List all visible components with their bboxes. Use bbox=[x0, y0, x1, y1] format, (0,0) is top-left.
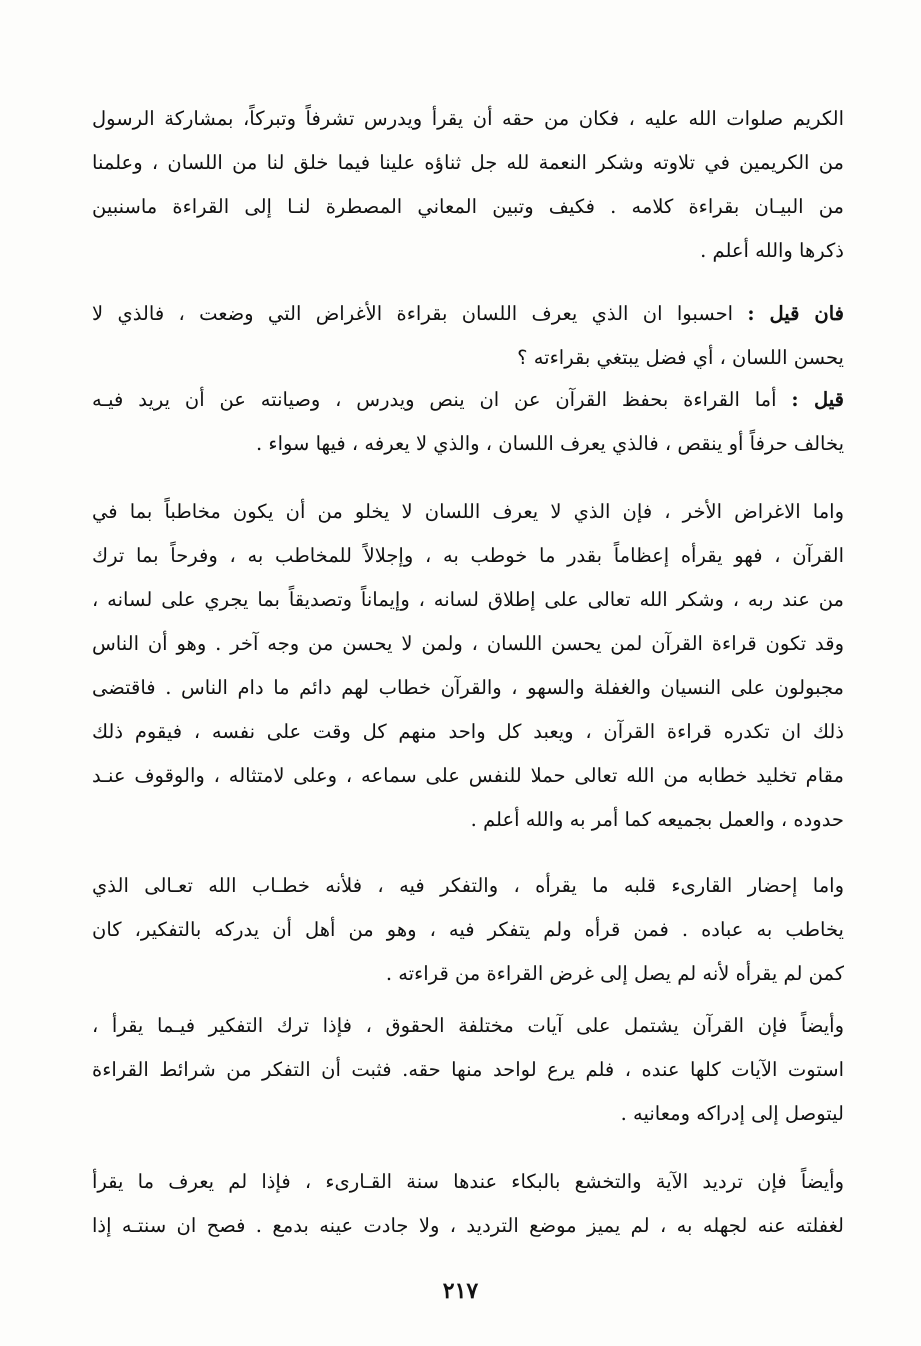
text-line: ذكرها والله أعلم . bbox=[700, 239, 844, 262]
text-line: واما إحضار القارىء قلبه ما يقرأه ، والتفكر فيه ، فلأنه خطـاب الله تعـالى الذي bbox=[92, 874, 844, 897]
text-line: حدوده ، والعمل بجميعه كما أمر به والله أعلم . bbox=[470, 808, 844, 831]
text-line: لغفلته عنه لجهله به ، لم يميز موضع الترديد ، ولا جادت عينه بدمع . فصح ان سنتـه إذا bbox=[92, 1214, 844, 1237]
text-line: القرآن ، فهو يقرأه إعظاماً بقدر ما خوطب به ، وإجلالاً للمخاطب به ، وفرحاً بما ترك bbox=[92, 544, 844, 567]
page-number: ٢١٧ bbox=[442, 1278, 479, 1304]
text-line: من البيـان بقراءة كلامه . فكيف وتبين المعاني المصطرة لنـا إلى القراءة ماسنبين bbox=[92, 195, 844, 218]
text-line: يخالف حرفاً أو ينقص ، فالذي يعرف اللسان ، والذي لا يعرفه ، فيها سواء . bbox=[256, 432, 844, 455]
text-line: الكريم صلوات الله عليه ، فكان من حقه أن يقرأ ويدرس تشرفاً وتبركاً، بمشاركة الرسول bbox=[92, 107, 844, 130]
text-line: استوت الآيات كلها عنده ، فلم يرع لواحد منها حقه. فثبت أن التفكر من شرائط القراءة bbox=[92, 1058, 844, 1081]
paragraph bbox=[92, 292, 844, 380]
paragraph-lead: قيل : bbox=[791, 388, 844, 411]
text-line: مقام تخليد خطابه من الله تعالى حملا للنفس على سماعه ، وعلى لامتثاله ، والوقوف عنـد bbox=[92, 764, 844, 787]
paragraph bbox=[92, 378, 844, 466]
text-line: واما الاغراض الأخر ، فإن الذي لا يعرف اللسان لا يخلو من أن يكون مخاطباً بما في bbox=[92, 500, 844, 523]
paragraph bbox=[92, 864, 844, 996]
text-line: من الكريمين في تلاوته وشكر النعمة لله جل ثناؤه علينا فيما خلق لنا من اللسان ، وعلمنا bbox=[92, 151, 844, 174]
text-line: وأيضاً فإن القرآن يشتمل على آيات مختلفة الحقوق ، فإذا ترك التفكير فيـما يقرأ ، bbox=[92, 1014, 844, 1037]
text-line bbox=[92, 378, 844, 422]
text-line: يحسن اللسان ، أي فضل يبتغي بقراءته ؟ bbox=[517, 346, 844, 369]
text-line: وقد تكون قراءة القرآن لمن يحسن اللسان ، ولمن لا يحسن من وجه آخر . وهو أن الناس bbox=[92, 632, 844, 655]
paragraph bbox=[92, 1004, 844, 1136]
text-line: ليتوصل إلى إدراكه ومعانيه . bbox=[620, 1102, 844, 1125]
text-run: احسبوا ان الذي يعرف اللسان بقراءة الأغراض التي وضعت ، فالذي لا bbox=[92, 302, 734, 325]
paragraph-lead: فان قيل : bbox=[747, 302, 844, 325]
text-line: وأيضاً فإن ترديد الآية والتخشع بالبكاء عندها سنة القـارىء ، فإذا لم يعرف ما يقرأ bbox=[92, 1170, 844, 1193]
text-line bbox=[92, 292, 844, 336]
paragraph bbox=[92, 490, 844, 842]
text-run: أما القراءة بحفظ القرآن عن ان ينص ويدرس ، وصيانته عن أن يريد فيـه bbox=[92, 388, 777, 411]
text-line: كمن لم يقرأه لأنه لم يصل إلى غرض القراءة من قراءته . bbox=[385, 962, 844, 985]
text-line: ذلك ان تكدره قراءة القرآن ، ويعبد كل واحد منهم كل وقت على نفسه ، فيقوم ذلك bbox=[92, 720, 844, 743]
paragraph bbox=[92, 1160, 844, 1248]
text-line: من عند ربه ، وشكر الله تعالى على إطلاق لسانه ، وإيماناً وتصديقاً بما يجري على لسانه ، bbox=[92, 588, 844, 611]
text-line: مجبولون على النسيان والغفلة والسهو ، والقرآن خطاب لهم دائم ما دام الناس . فاقتضى bbox=[92, 676, 844, 699]
paragraph bbox=[92, 97, 844, 273]
text-line: يخاطب به عباده . فمن قرأه ولم يتفكر فيه ، وهو من أهل أن يدركه بالتفكير، كان bbox=[92, 918, 844, 941]
